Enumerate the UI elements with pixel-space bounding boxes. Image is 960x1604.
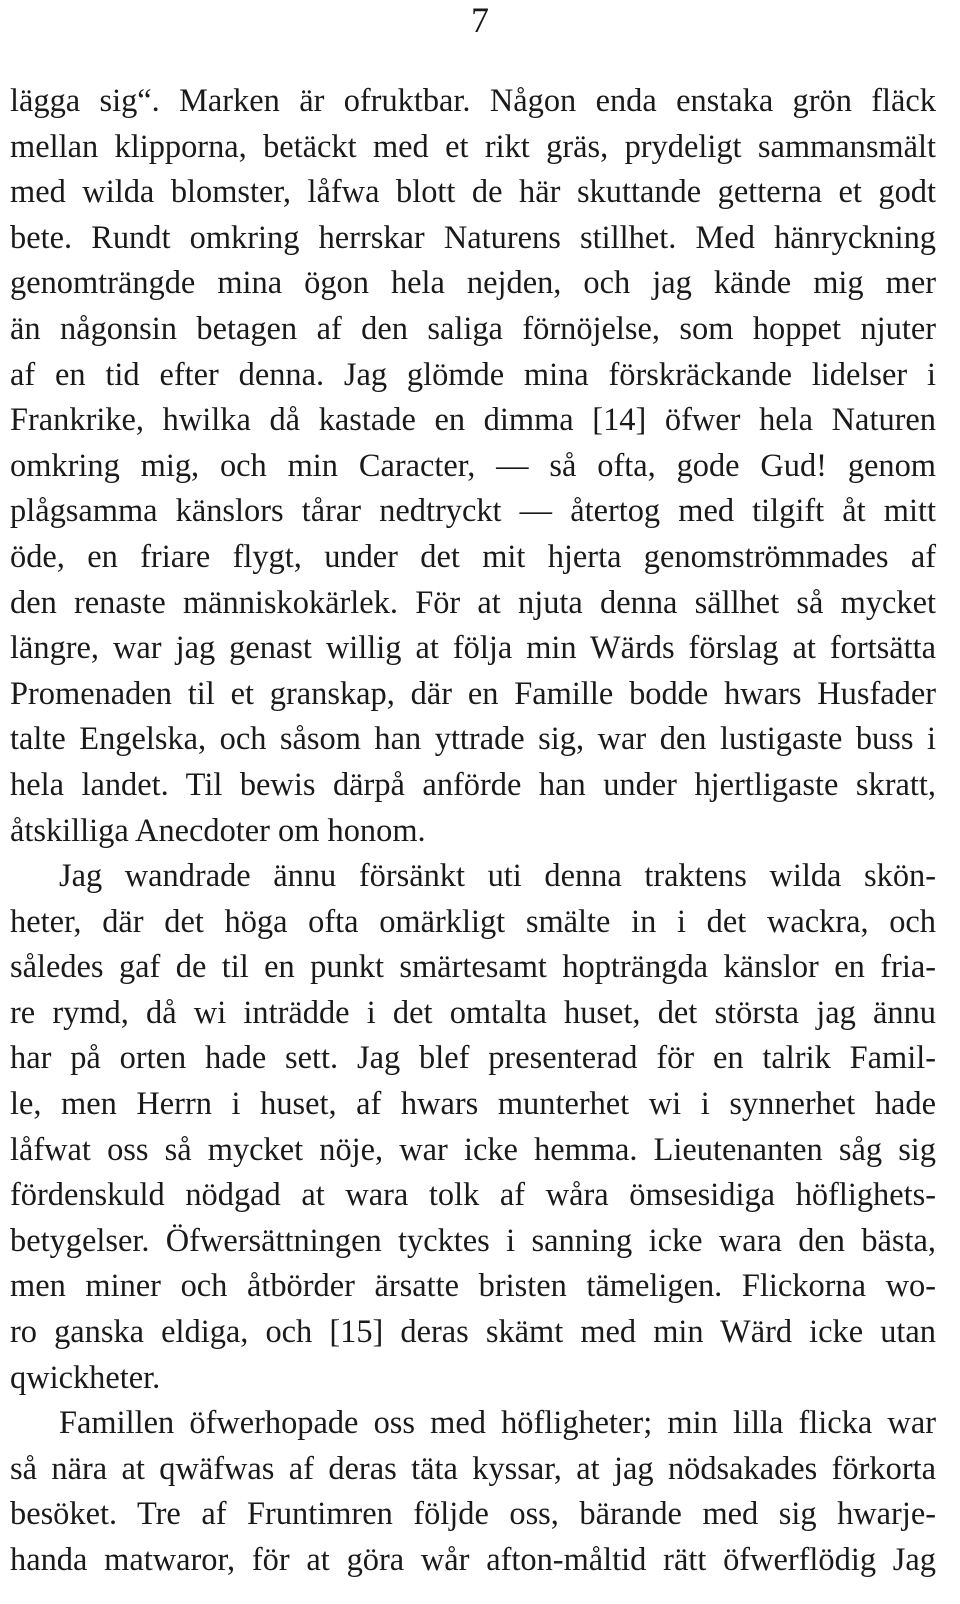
text-line: betygelser. Öfwersättningen tycktes i sanning icke wara den bästa, (10, 1222, 936, 1259)
text-line: lägga sig“. Marken är ofruktbar. Någon enda enstaka grön fläck (10, 83, 936, 119)
page-number: 7 (471, 0, 489, 40)
text-line: än någonsin betagen af den saliga förnöjelse, som hoppet njuter (10, 310, 936, 347)
text-line: genomträngde mina ögon hela nejden, och jag kände mig mer (10, 265, 936, 302)
text-line: mellan klipporna, betäckt med et rikt gräs, prydeligt sammansmält (10, 128, 936, 165)
text-line: omkring mig, och min Caracter, — så ofta, gode Gud! genom (10, 447, 936, 484)
text-line: heter, där det höga ofta omärkligt smälte in i det wackra, och (10, 903, 936, 940)
text-line: talte Engelska, och såsom han yttrade sig, war den lustigaste buss i (10, 721, 936, 758)
body-text (10, 79, 936, 1584)
text-line: öde, en friare flygt, under det mit hjerta genomströmmades af (10, 538, 936, 575)
text-line: med wilda blomster, låfwa blott de här skuttande getterna et godt (10, 174, 936, 211)
text-line: handa matwaror, för at göra wår afton-måltid rätt öfwerflödig Jag (10, 1542, 936, 1578)
text-line: ro ganska eldiga, och [15] deras skämt med min Wärd icke utan (10, 1314, 936, 1351)
text-line: Frankrike, hwilka då kastade en dimma [14] öfwer hela Naturen (10, 402, 936, 439)
text-line: har på orten hade sett. Jag blef presenterad för en talrik Famil- (10, 1040, 936, 1077)
text-line: men miner och åtbörder ärsatte bristen tämeligen. Flickorna wo- (10, 1268, 936, 1305)
text-line: så nära at qwäfwas af deras täta kyssar, at jag nödsakades förkorta (10, 1450, 936, 1487)
text-line: låfwat oss så mycket nöje, war icke hemma. Lieutenanten såg sig (10, 1131, 936, 1168)
text-line: fördenskuld nödgad at wara tolk af wåra ömsesidiga höflighets- (10, 1177, 936, 1214)
text-line: re rymd, då wi inträdde i det omtalta huset, det största jag ännu (10, 994, 936, 1031)
text-line: besöket. Tre af Fruntimren följde oss, bärande med sig hwarje- (10, 1496, 936, 1533)
text-line: Promenaden til et granskap, där en Famille bodde hwars Husfader (10, 675, 936, 712)
text-line: af en tid efter denna. Jag glömde mina förskräckande lidelser i (10, 356, 936, 393)
text-line: le, men Herrn i huset, af hwars munterhet wi i synnerhet hade (10, 1086, 936, 1123)
text-line: den renaste människokärlek. För at njuta denna sällhet så mycket (10, 584, 936, 621)
text-line: således gaf de til en punkt smärtesamt hopträngda känslor en fria- (10, 949, 936, 986)
text-line: qwickheter. (10, 1359, 161, 1396)
text-line: Famillen öfwerhopade oss med höfligheter; min lilla flicka war (59, 1405, 936, 1442)
text-line: bete. Rundt omkring herrskar Naturens stillhet. Med hänryckning (10, 219, 936, 256)
text-line: längre, war jag genast willig at följa min Wärds förslag at fortsätta (10, 630, 936, 667)
text-line: åtskilliga Anecdoter om honom. (10, 812, 426, 849)
text-line: hela landet. Til bewis därpå anförde han under hjertligaste skratt, (10, 766, 936, 803)
text-line: plågsamma känslors tårar nedtryckt — återtog med tilgift åt mitt (10, 493, 936, 530)
text-line: Jag wandrade ännu försänkt uti denna traktens wilda skön- (59, 858, 936, 895)
